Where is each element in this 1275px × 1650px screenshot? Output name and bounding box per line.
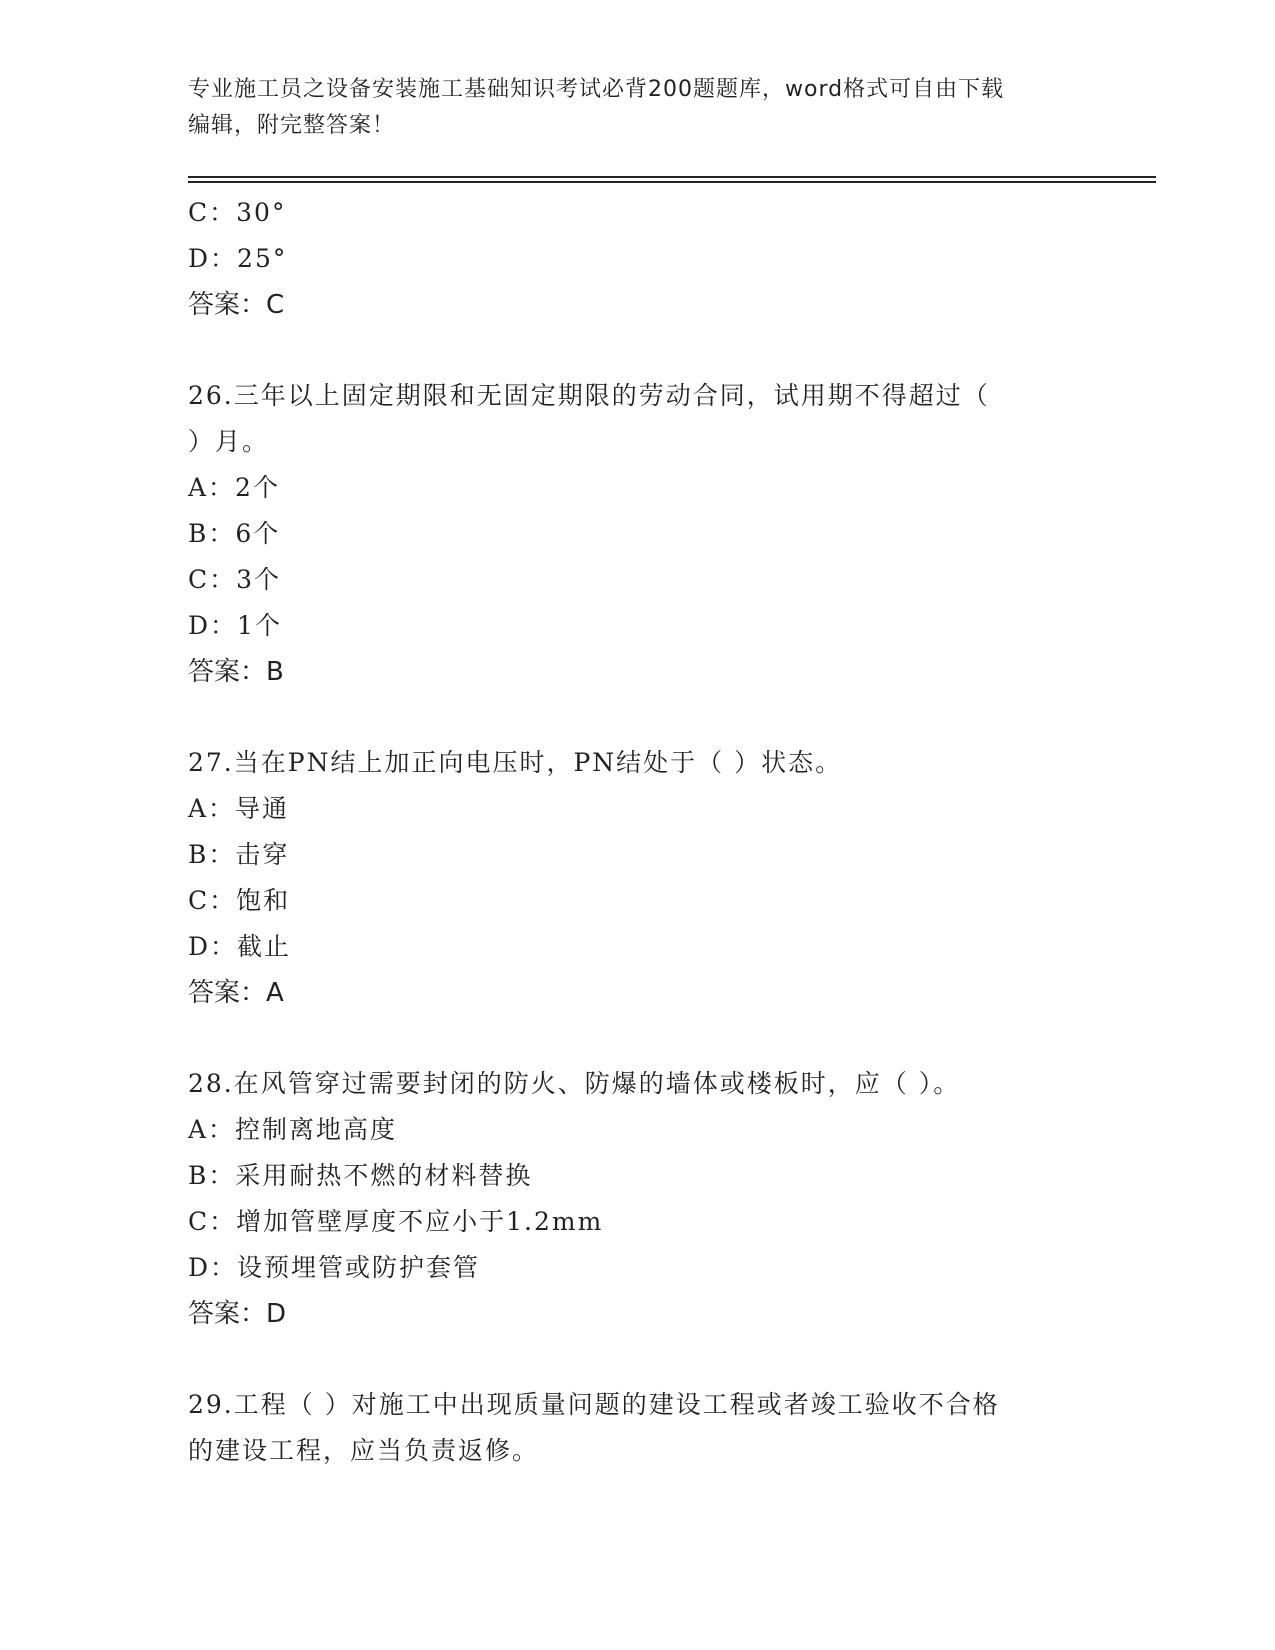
answer-label: 答案：C bbox=[188, 290, 285, 320]
option-a: A：导通 bbox=[188, 794, 290, 823]
option-a: A：控制离地高度 bbox=[188, 1115, 398, 1144]
question-27 bbox=[188, 740, 1088, 1016]
question-stem bbox=[188, 1061, 1088, 1107]
question-stem bbox=[188, 373, 1088, 465]
option-d: D：1个 bbox=[188, 611, 282, 640]
option-a: A：2个 bbox=[188, 473, 280, 502]
answer-label: 答案：A bbox=[188, 978, 284, 1008]
header-divider-bottom bbox=[188, 181, 1156, 183]
document-header bbox=[188, 72, 1088, 144]
option-d: D：设预埋管或防护套管 bbox=[188, 1253, 481, 1282]
question-stem-line: 28.在风管穿过需要封闭的防火、防爆的墙体或楼板时，应（ ）。 bbox=[188, 1069, 961, 1098]
option-c: C：增加管壁厚度不应小于1.2mm bbox=[188, 1207, 604, 1236]
question-stem bbox=[188, 1382, 1088, 1474]
question-list bbox=[188, 190, 1088, 1474]
question-stem-line: 26.三年以上固定期限和无固定期限的劳动合同，试用期不得超过（ bbox=[188, 381, 990, 410]
question-stem bbox=[188, 740, 1088, 786]
question-stem-line: 29.工程（ ）对施工中出现质量问题的建设工程或者竣工验收不合格 bbox=[188, 1390, 1000, 1419]
question-stem-line: ）月。 bbox=[188, 427, 270, 456]
question-stem-line: 的建设工程，应当负责返修。 bbox=[188, 1436, 540, 1465]
answer-label: 答案：B bbox=[188, 657, 284, 687]
header-divider-top bbox=[188, 176, 1156, 178]
option-d: D：截止 bbox=[188, 932, 292, 961]
question-stem-line: 27.当在PN结上加正向电压时，PN结处于（ ）状态。 bbox=[188, 748, 843, 777]
option-d: D：25° bbox=[188, 244, 288, 273]
header-title-line-1: 专业施工员之设备安装施工基础知识考试必背200题题库，word格式可自由下载 bbox=[188, 77, 1005, 102]
question-26 bbox=[188, 373, 1088, 695]
option-c: C：饱和 bbox=[188, 886, 291, 915]
question-25-continuation bbox=[188, 190, 1088, 328]
question-29 bbox=[188, 1382, 1088, 1474]
option-c: C：30° bbox=[188, 198, 287, 227]
question-28 bbox=[188, 1061, 1088, 1337]
option-b: B：击穿 bbox=[188, 840, 290, 869]
option-b: B：采用耐热不燃的材料替换 bbox=[188, 1161, 533, 1190]
answer-label: 答案：D bbox=[188, 1299, 287, 1329]
option-c: C：3个 bbox=[188, 565, 282, 594]
header-title-line-2: 编辑，附完整答案！ bbox=[188, 113, 396, 138]
option-b: B：6个 bbox=[188, 519, 281, 548]
